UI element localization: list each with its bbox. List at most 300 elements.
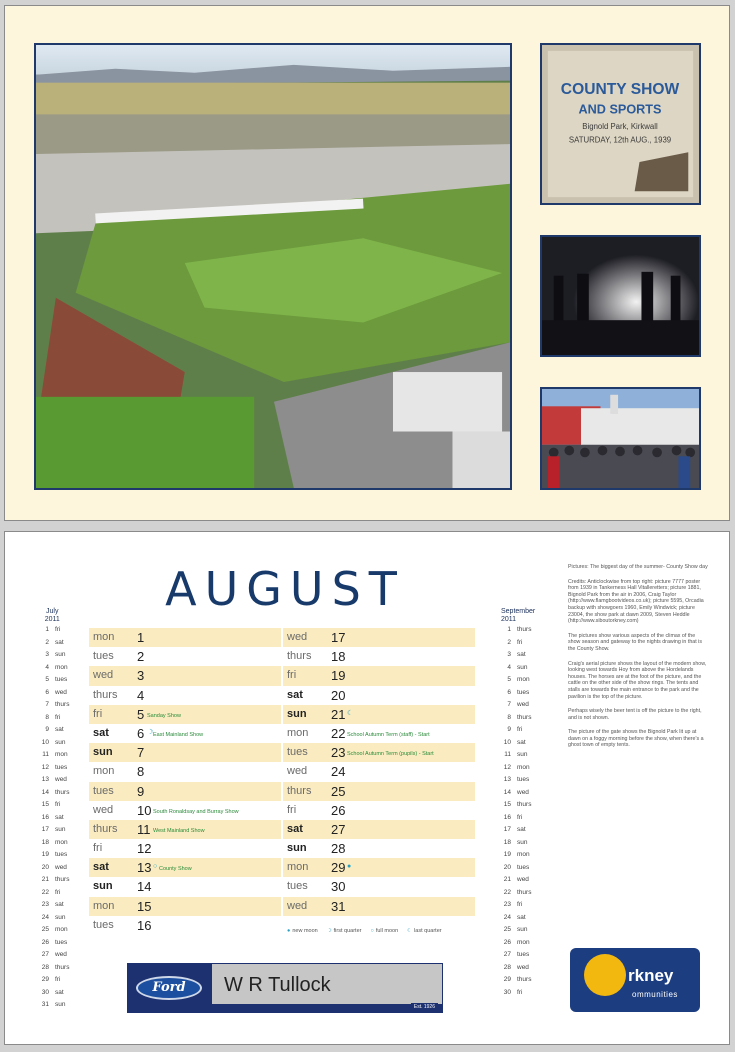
day-name: wed (287, 899, 308, 912)
mini-day-name: wed (517, 788, 529, 796)
event-note: West Mainland Show (153, 827, 205, 834)
mini-day-row (35, 849, 69, 862)
calendar-day-row (283, 877, 475, 896)
mini-day-name: sun (55, 1001, 66, 1008)
mini-day-row (497, 962, 535, 975)
mini-day-name: mon (55, 751, 68, 758)
mini-day-number: 6 (45, 688, 49, 696)
mini-month: September (501, 608, 536, 615)
mini-day-number: 1 (507, 626, 511, 633)
mini-day-name: tues (55, 938, 68, 946)
mini-day-number: 18 (503, 838, 511, 846)
mini-day-name: sun (55, 913, 66, 921)
calendar-day-row (89, 916, 281, 935)
mini-day-name: sun (55, 651, 66, 658)
caption-paragraph: The picture of the gate shows the Bignold Park lit up at dawn on a foggy morning before the show, when there's a ghost town of empty tents. (568, 729, 704, 749)
day-name: sun (93, 880, 113, 893)
day-number: 28 (331, 841, 346, 857)
day-number: 6 (137, 725, 145, 741)
mini-day-number: 15 (503, 801, 511, 808)
mini-day-number: 8 (45, 713, 49, 721)
day-name: thurs (287, 784, 312, 797)
event-note: East Mainland Show (153, 731, 204, 738)
event-note: School Autumn Term (pupils) - Start (347, 751, 434, 758)
mini-day-row (35, 674, 69, 687)
ferry-crowd-photo (540, 387, 701, 490)
day-name: mon (93, 765, 115, 778)
mini-day-row (497, 749, 535, 762)
mini-day-name: thurs (55, 876, 70, 883)
day-number: 31 (331, 898, 346, 914)
mini-day-row (497, 912, 535, 925)
calendar-day-row (283, 801, 475, 820)
mini-day-number: 19 (41, 851, 49, 858)
mini-day-row (35, 999, 69, 1012)
mini-day-number: 30 (41, 988, 49, 996)
calendar-day-row (283, 858, 475, 877)
calendar-day-row (89, 724, 281, 743)
calendar-day-row (283, 762, 475, 781)
calendar-photo-page (4, 5, 730, 521)
mini-day-row (35, 799, 69, 812)
mini-day-number: 27 (41, 951, 49, 958)
day-number: 15 (137, 898, 152, 914)
day-number: 27 (331, 821, 346, 837)
mini-day-number: 10 (41, 738, 49, 746)
mini-calendar-rows (497, 624, 535, 999)
mini-day-row (35, 774, 69, 787)
day-name: sat (287, 688, 303, 701)
mini-day-number: 3 (45, 651, 49, 658)
mini-day-number: 2 (45, 638, 49, 646)
day-number: 2 (137, 649, 145, 665)
day-name: mon (93, 631, 115, 643)
mini-day-number: 20 (503, 863, 511, 871)
calendar-day-row (89, 801, 281, 820)
mini-day-row (497, 974, 535, 987)
mini-day-number: 8 (507, 713, 511, 721)
mini-day-name: fri (55, 801, 61, 808)
mini-day-row (497, 762, 535, 775)
mini-day-name: sat (517, 826, 526, 833)
day-name: mon (93, 899, 115, 912)
calendar-day-row (89, 628, 281, 647)
moon-legend-item (287, 928, 318, 934)
mini-day-name: fri (55, 888, 61, 896)
mini-day-number: 19 (503, 851, 511, 858)
mini-day-row (497, 837, 535, 850)
caption-paragraph: Credits: Anticlockwise from top right: picture 7777 poster from 1939 in Tankerness Hall Vitalleretters; picture 1881, Bignold Park from the air in 2006, Craig Taylor (http://www.flamgbootvideos.co.uk); picture 5595, Orcadia backup with showgoers 1960, Emily Windwick; picture 23004, the show park at dawn 2009, Steven Heddle (http://www.siboutorkney.com) (568, 578, 704, 625)
mini-day-name: thurs (517, 626, 532, 633)
calendar-day-row (89, 782, 281, 801)
mini-day-number: 5 (45, 676, 49, 683)
mini-day-row (35, 837, 69, 850)
day-name: tues (287, 746, 308, 759)
day-number: 12 (137, 841, 152, 857)
mini-day-name: sun (55, 826, 66, 833)
day-name: sat (287, 822, 303, 835)
mini-day-row (35, 824, 69, 837)
mini-day-row (35, 924, 69, 937)
moon-legend-label: new moon (292, 928, 318, 934)
calendar-day-row (283, 628, 475, 647)
day-name: wed (287, 631, 308, 643)
day-number: 8 (137, 764, 145, 780)
calendar-day-row (89, 839, 281, 858)
day-name: thurs (287, 650, 312, 663)
calendar-day-row (89, 666, 281, 685)
aerial-showground-photo (34, 43, 512, 490)
calendar-day-row (283, 839, 475, 858)
mini-day-name: tues (517, 688, 530, 696)
day-number: 21 (331, 706, 346, 722)
day-number: 9 (137, 783, 145, 799)
mini-day-name: tues (55, 676, 68, 683)
mini-day-row (497, 649, 535, 662)
calendar-day-row (89, 743, 281, 762)
mini-day-number: 10 (503, 738, 511, 746)
mini-day-row (35, 899, 69, 912)
mini-day-name: fri (517, 726, 523, 733)
mini-day-number: 21 (503, 876, 511, 883)
mini-day-name: sat (55, 988, 64, 996)
mini-day-name: thurs (55, 963, 70, 971)
mini-day-number: 28 (41, 963, 49, 971)
mini-day-name: mon (517, 938, 530, 946)
mini-day-row (497, 874, 535, 887)
mini-month: July (46, 608, 59, 615)
moon-phase-legend (287, 928, 451, 934)
day-number: 10 (137, 802, 152, 818)
mini-day-number: 11 (42, 751, 49, 758)
mini-day-row (35, 949, 69, 962)
sponsor-name: W R Tullock (224, 974, 331, 996)
moon-legend-label: full moon (375, 928, 399, 934)
moon-phase-icon: ● (347, 863, 352, 871)
mini-day-row (497, 774, 535, 787)
mini-day-name: fri (55, 713, 61, 721)
caption-paragraph: Pictures: The biggest day of the summer- County Show day (568, 564, 708, 570)
calendar-grid-page (4, 531, 730, 1045)
mini-day-name: wed (55, 776, 67, 783)
mini-day-number: 3 (507, 651, 511, 658)
day-number: 23 (331, 745, 346, 761)
event-note: School Autumn Term (staff) - Start (347, 731, 430, 738)
day-name: thurs (93, 688, 118, 701)
day-number: 11 (137, 821, 151, 837)
moon-phase-icon: ○ (370, 928, 374, 934)
mini-day-number: 26 (503, 938, 511, 946)
mini-day-name: wed (517, 963, 529, 971)
mini-day-name: sat (55, 901, 64, 908)
day-name: wed (93, 803, 114, 816)
day-name: mon (287, 726, 309, 739)
mini-day-number: 16 (41, 813, 49, 821)
moon-phase-icon: ● (287, 928, 291, 934)
day-number: 13 (137, 860, 152, 876)
day-name: fri (287, 669, 297, 682)
day-name: sun (93, 746, 113, 759)
calendar-day-row (283, 686, 475, 705)
mini-day-row (497, 712, 535, 725)
calendar-day-row (283, 820, 475, 839)
mini-day-number: 14 (41, 788, 49, 796)
county-show-poster-photo (540, 43, 701, 205)
day-name: thurs (93, 822, 118, 835)
day-number: 19 (331, 668, 346, 684)
mini-day-number: 30 (503, 988, 511, 996)
day-name: fri (287, 803, 297, 816)
mini-day-row (497, 799, 535, 812)
mini-day-row (497, 687, 535, 700)
day-number: 3 (137, 668, 145, 684)
mini-day-number: 6 (507, 688, 511, 696)
mini-day-name: wed (517, 701, 529, 708)
mini-day-number: 17 (41, 826, 49, 833)
ford-logo-block (128, 964, 212, 1012)
mini-day-number: 31 (41, 1001, 49, 1008)
gate-at-dawn-photo (540, 235, 701, 357)
calendar-day-row (283, 666, 475, 685)
mini-day-row (497, 699, 535, 712)
day-number: 5 (137, 706, 145, 722)
ford-logo: Ford (136, 976, 202, 1000)
mini-day-row (497, 899, 535, 912)
day-name: sat (93, 726, 109, 739)
moon-legend-item (370, 928, 398, 934)
mini-calendar-july (35, 608, 69, 1012)
day-name: tues (287, 880, 308, 893)
mini-day-name: thurs (517, 801, 532, 808)
calendar-day-row (89, 762, 281, 781)
day-name: wed (287, 765, 308, 778)
mini-day-name: fri (517, 813, 523, 821)
mini-day-number: 23 (41, 901, 49, 908)
mini-day-number: 23 (503, 901, 511, 908)
day-name: tues (93, 650, 114, 663)
mini-day-name: thurs (55, 701, 70, 708)
mini-day-name: sun (517, 751, 528, 758)
mini-day-name: tues (517, 863, 530, 871)
moon-legend-item (327, 928, 362, 934)
mini-day-row (35, 662, 69, 675)
calendar-day-row (89, 858, 281, 877)
day-name: sun (287, 707, 307, 720)
day-name: wed (93, 669, 114, 682)
mini-day-name: mon (55, 838, 68, 846)
mini-day-number: 18 (41, 838, 49, 846)
day-number: 22 (331, 725, 346, 741)
sponsor-established: Est. 1926 (411, 1003, 438, 1011)
sponsor-bar (212, 1004, 442, 1012)
mini-calendar-header (35, 608, 69, 624)
mini-day-name: thurs (517, 888, 532, 896)
mini-calendar-rows (35, 624, 69, 1012)
calendar-day-row (89, 897, 281, 916)
orkney-communities-logo (570, 948, 700, 1012)
day-name: sun (287, 842, 307, 855)
mini-day-name: tues (517, 776, 530, 783)
mini-day-number: 15 (41, 801, 49, 808)
mini-day-number: 9 (507, 726, 511, 733)
mini-day-row (497, 624, 535, 637)
poster-line-2: AND SPORTS (578, 102, 662, 117)
calendar-column-right (283, 628, 475, 916)
poster-line-3: Bignold Park, Kirkwall (582, 121, 658, 131)
moon-legend-item (407, 928, 441, 934)
mini-day-name: sun (55, 738, 66, 746)
mini-day-row (35, 749, 69, 762)
mini-calendar-september (497, 608, 535, 999)
day-number: 30 (331, 879, 346, 895)
mini-day-number: 24 (41, 913, 49, 921)
mini-day-number: 25 (503, 926, 511, 933)
mini-day-row (35, 787, 69, 800)
calendar-day-row (89, 877, 281, 896)
mini-day-row (497, 674, 535, 687)
calendar-day-row (283, 705, 475, 724)
mini-day-name: tues (517, 951, 530, 958)
day-name: sat (93, 861, 109, 874)
mini-day-name: sat (517, 651, 526, 658)
mini-day-row (497, 937, 535, 950)
mini-day-name: mon (517, 763, 530, 771)
calendar-day-row (283, 897, 475, 916)
mini-day-name: wed (517, 876, 529, 883)
mini-day-name: fri (55, 976, 61, 983)
mini-day-row (35, 862, 69, 875)
mini-day-number: 14 (503, 788, 511, 796)
mini-day-row (35, 737, 69, 750)
mini-day-row (497, 812, 535, 825)
mini-day-row (35, 687, 69, 700)
mini-day-row (35, 874, 69, 887)
mini-day-name: thurs (517, 976, 532, 983)
mini-day-row (35, 912, 69, 925)
caption-paragraph: The pictures show various aspects of the climax of the show season and gateway to the nights drawing in that is the County Show. (568, 632, 702, 652)
mini-day-name: mon (55, 663, 68, 671)
orkney-logo-word: rkney (628, 966, 674, 985)
day-name: fri (93, 842, 103, 855)
mini-day-name: sat (55, 638, 64, 646)
mini-day-number: 7 (45, 701, 49, 708)
day-number: 26 (331, 802, 346, 818)
day-name: tues (93, 918, 114, 931)
mini-day-number: 13 (41, 776, 49, 783)
mini-day-number: 28 (503, 963, 511, 971)
mini-day-row (497, 662, 535, 675)
mini-day-name: fri (517, 901, 523, 908)
mini-day-row (497, 849, 535, 862)
mini-day-row (497, 862, 535, 875)
day-number: 1 (137, 630, 145, 645)
mini-day-number: 9 (45, 726, 49, 733)
day-number: 18 (331, 649, 346, 665)
mini-day-number: 7 (507, 701, 511, 708)
day-number: 29 (331, 860, 346, 876)
moon-legend-label: last quarter (414, 928, 442, 934)
calendar-day-row (283, 647, 475, 666)
mini-day-number: 24 (503, 913, 511, 921)
mini-day-name: fri (517, 638, 523, 646)
mini-day-number: 2 (507, 638, 511, 646)
sponsor-banner (127, 963, 443, 1013)
mini-day-number: 20 (41, 863, 49, 871)
mini-day-number: 17 (503, 826, 511, 833)
photo-caption (568, 564, 708, 757)
mini-day-number: 12 (41, 763, 49, 771)
mini-day-row (35, 812, 69, 825)
day-name: tues (93, 784, 114, 797)
caption-paragraph: Craig's aerial picture shows the layout of the modern show, looking west towards Hoy from above the Hordelands houses. The horses are at the foot of the picture, and the cattle on the other side of the show rings. The tents and stalls are towards the main entrance to the park and the pavilion is the top of the picture. (568, 660, 707, 700)
mini-day-name: mon (517, 851, 530, 858)
mini-day-number: 29 (41, 976, 49, 983)
mini-day-name: sun (517, 838, 528, 846)
mini-year: 2011 (501, 616, 517, 623)
mini-day-row (35, 649, 69, 662)
mini-day-number: 11 (504, 751, 511, 758)
mini-day-name: tues (55, 851, 68, 858)
calendar-day-row (283, 724, 475, 743)
mini-day-number: 16 (503, 813, 511, 821)
day-name: mon (287, 861, 309, 874)
mini-day-row (497, 924, 535, 937)
mini-day-row (35, 724, 69, 737)
moon-phase-icon: ☾ (407, 928, 413, 934)
day-number: 16 (137, 917, 152, 933)
month-title: AUGUST (165, 562, 405, 616)
event-note: South Ronaldsay and Burray Show (153, 808, 239, 815)
day-name: fri (93, 707, 103, 720)
calendar-day-row (283, 743, 475, 762)
mini-day-name: sat (55, 813, 64, 821)
day-number: 14 (137, 879, 152, 895)
mini-day-row (35, 712, 69, 725)
calendar-day-row (283, 782, 475, 801)
mini-day-name: wed (55, 951, 67, 958)
mini-day-row (35, 637, 69, 650)
day-number: 7 (137, 745, 145, 761)
moon-phase-icon: ☽ (326, 928, 332, 934)
moon-phase-icon: ☽ (147, 728, 154, 736)
mini-day-number: 29 (503, 976, 511, 983)
mini-day-row (35, 624, 69, 637)
day-number: 20 (331, 687, 346, 703)
mini-day-name: thurs (517, 713, 532, 721)
mini-day-number: 1 (45, 626, 49, 633)
mini-day-number: 27 (503, 951, 511, 958)
moon-phase-icon: ☾ (347, 709, 354, 717)
orkney-o-circle (584, 954, 626, 996)
mini-day-name: fri (517, 988, 523, 996)
mini-day-row (497, 987, 535, 1000)
caption-paragraph: Perhaps wisely the beer tent is off the picture to the right, and is not shown. (568, 708, 702, 721)
mini-day-number: 26 (41, 938, 49, 946)
mini-day-name: sat (517, 738, 526, 746)
mini-day-row (497, 737, 535, 750)
mini-day-row (497, 824, 535, 837)
mini-day-name: mon (517, 676, 530, 683)
mini-day-row (497, 637, 535, 650)
mini-day-row (497, 949, 535, 962)
mini-day-name: thurs (55, 788, 70, 796)
mini-day-number: 21 (41, 876, 49, 883)
mini-day-number: 13 (503, 776, 511, 783)
mini-day-name: sun (517, 663, 528, 671)
mini-day-name: wed (55, 863, 67, 871)
mini-day-row (497, 787, 535, 800)
mini-day-row (35, 937, 69, 950)
